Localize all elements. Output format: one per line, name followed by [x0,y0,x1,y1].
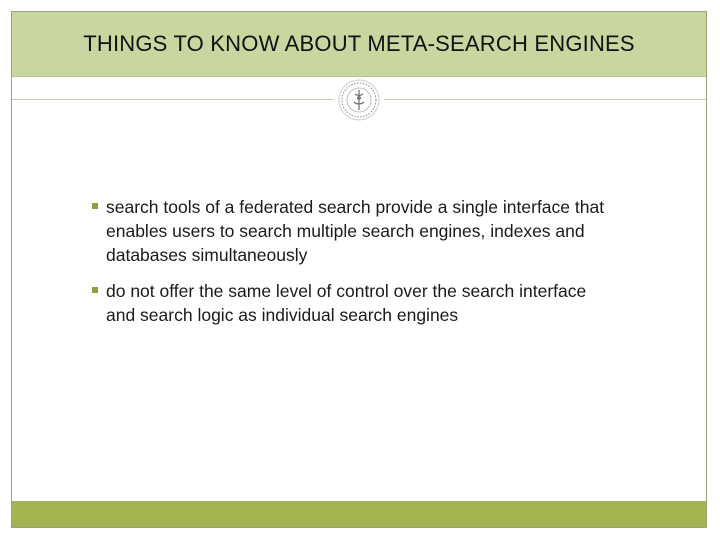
divider-right [384,99,706,100]
bullet-text: search tools of a federated search provide a single interface that enables users to search multiple search engines, indexes and databases simultaneously [106,197,605,265]
list-item [92,195,612,267]
list-item [92,279,612,327]
bullet-marker-icon [92,287,98,293]
slide [11,11,707,528]
bullet-list [92,195,612,339]
title-divider [12,76,706,77]
divider-left [12,99,334,100]
bullet-text: do not offer the same level of control over the search interface and search logic as individual search engines [106,281,587,325]
footer-band [12,501,706,527]
slide-title: THINGS TO KNOW ABOUT META-SEARCH ENGINES [83,31,635,56]
seal-emblem-icon [337,78,381,122]
bullet-marker-icon [92,203,98,209]
